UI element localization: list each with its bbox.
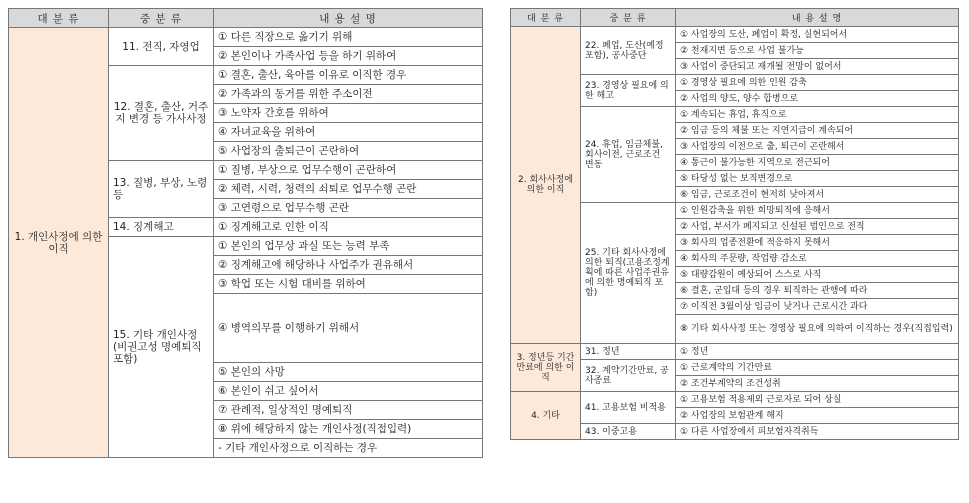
desc-item: ③ 사업장의 이전으로 출, 퇴근이 곤란해서 (676, 139, 959, 155)
mid-category: 31. 정년 (581, 344, 676, 360)
mid-category: 22. 폐업, 도산(예정포함), 공사중단 (581, 27, 676, 75)
left-classification-table (8, 8, 483, 458)
table-header-row (511, 9, 959, 27)
desc-item: ⑥ 임금, 근로조건이 현저히 낮아져서 (676, 187, 959, 203)
desc-item: ① 고용보험 적용제외 근로자로 되어 상실 (676, 392, 959, 408)
desc-item: ① 징계해고로 인한 이직 (214, 218, 483, 237)
desc-item: ⑦ 이직전 3월이상 임금이 낮거나 근로시간 과다 (676, 299, 959, 315)
desc-item: ② 천재지변 등으로 사업 불가능 (676, 43, 959, 59)
desc-item: ⑧ 위에 해당하지 않는 개인사정(직접입력) (214, 420, 483, 439)
major-category: 2. 회사사정에 의한 이직 (511, 27, 581, 344)
desc-item: ① 근로계약의 기간만료 (676, 360, 959, 376)
desc-item: ① 결혼, 출산, 육아를 이유로 이직한 경우 (214, 66, 483, 85)
desc-item: ② 사업, 부서가 폐지되고 신설된 법인으로 전직 (676, 219, 959, 235)
mid-category: 24. 휴업, 임금체불, 회사이전, 근로조건 변동 (581, 107, 676, 203)
desc-item: ② 가족과의 동거를 위한 주소이전 (214, 85, 483, 104)
desc-item: ① 다른 직장으로 옮기기 위해 (214, 28, 483, 47)
desc-item: ③ 고연령으로 업무수행 곤란 (214, 199, 483, 218)
mid-category: 14. 징계해고 (109, 218, 214, 237)
desc-item: ⑧ 기타 회사사정 또는 경영상 필요에 의하여 이직하는 경우(직접입력) (676, 315, 959, 344)
desc-item: ① 질병, 부상으로 업무수행이 곤란하여 (214, 161, 483, 180)
desc-item: ⑦ 관례적, 일상적인 명예퇴직 (214, 401, 483, 420)
right-classification-table (510, 8, 959, 440)
desc-item: ① 본인의 업무상 과실 또는 능력 부족 (214, 237, 483, 256)
desc-item: ③ 노약자 간호를 위하여 (214, 104, 483, 123)
desc-item: ① 다른 사업장에서 피보험자격취득 (676, 424, 959, 440)
desc-item: ④ 통근이 불가능한 지역으로 전근되어 (676, 155, 959, 171)
desc-item: ② 본인이나 가족사업 등을 하기 위하여 (214, 47, 483, 66)
major-category: 1. 개인사정에 의한 이직 (9, 28, 109, 458)
header-major: 대 분 류 (9, 9, 109, 28)
mid-category: 11. 전직, 자영업 (109, 28, 214, 66)
desc-item: ⑥ 결혼, 군입대 등의 경우 퇴직하는 관행에 따라 (676, 283, 959, 299)
desc-item: ③ 사업이 중단되고 재개될 전망이 없어서 (676, 59, 959, 75)
desc-item: ③ 학업 또는 시험 대비를 위하여 (214, 275, 483, 294)
major-category: 3. 정년등 기간 만료에 의한 이직 (511, 344, 581, 392)
desc-item: ① 사업장의 도산, 폐업이 확정, 실현되어서 (676, 27, 959, 43)
mid-category: 41. 고용보험 비적용 (581, 392, 676, 424)
header-mid: 중 분 류 (109, 9, 214, 28)
desc-item: ④ 회사의 주문량, 작업량 감소로 (676, 251, 959, 267)
table-row (511, 27, 959, 43)
desc-item: ⑤ 대량감원이 예상되어 스스로 사직 (676, 267, 959, 283)
desc-item: ① 인원감축을 위한 희망퇴직에 응해서 (676, 203, 959, 219)
desc-item: ① 경영상 필요에 의한 인원 감축 (676, 75, 959, 91)
table-row (511, 392, 959, 408)
header-desc: 내 용 설 명 (676, 9, 959, 27)
desc-item: ⑥ 본인이 쉬고 싶어서 (214, 382, 483, 401)
mid-category: 25. 기타 회사사정에 의한 퇴직(고용조정계획에 따른 사업주권유에 의한 명예퇴직 포함) (581, 203, 676, 344)
table-row (511, 344, 959, 360)
table-header-row (9, 9, 483, 28)
mid-category: 43. 이중고용 (581, 424, 676, 440)
desc-item: ② 징계해고에 해당하나 사업주가 권유해서 (214, 256, 483, 275)
desc-item: ① 정년 (676, 344, 959, 360)
header-major: 대 분 류 (511, 9, 581, 27)
desc-item: ① 계속되는 휴업, 휴직으로 (676, 107, 959, 123)
desc-item: ② 체력, 시력, 청력의 쇠퇴로 업무수행 곤란 (214, 180, 483, 199)
desc-item: - 기타 개인사정으로 이직하는 경우 (214, 439, 483, 458)
mid-category: 15. 기타 개인사정(비권고성 명예퇴직 포함) (109, 237, 214, 458)
mid-category: 13. 질병, 부상, 노령 등 (109, 161, 214, 218)
mid-category: 32. 계약기간만료, 공사종료 (581, 360, 676, 392)
major-category: 4. 기타 (511, 392, 581, 440)
desc-item: ④ 병역의무를 이행하기 위해서 (214, 294, 483, 363)
mid-category: 12. 결혼, 출산, 거주지 변경 등 가사사정 (109, 66, 214, 161)
desc-item: ② 임금 등의 체불 또는 지연지급이 계속되어 (676, 123, 959, 139)
mid-category: 23. 경영상 필요에 의한 해고 (581, 75, 676, 107)
desc-item: ③ 회사의 업종전환에 적응하지 못해서 (676, 235, 959, 251)
header-mid: 중 분 류 (581, 9, 676, 27)
header-desc: 내 용 설 명 (214, 9, 483, 28)
desc-item: ② 사업의 양도, 양수 합병으로 (676, 91, 959, 107)
table-row (9, 28, 483, 47)
desc-item: ⑤ 본인의 사망 (214, 363, 483, 382)
desc-item: ② 조건부계약의 조건성취 (676, 376, 959, 392)
desc-item: ④ 자녀교육을 위하여 (214, 123, 483, 142)
desc-item: ⑤ 타당성 없는 보직변경으로 (676, 171, 959, 187)
desc-item: ⑤ 사업장의 출퇴근이 곤란하여 (214, 142, 483, 161)
desc-item: ② 사업장의 보험관계 해지 (676, 408, 959, 424)
